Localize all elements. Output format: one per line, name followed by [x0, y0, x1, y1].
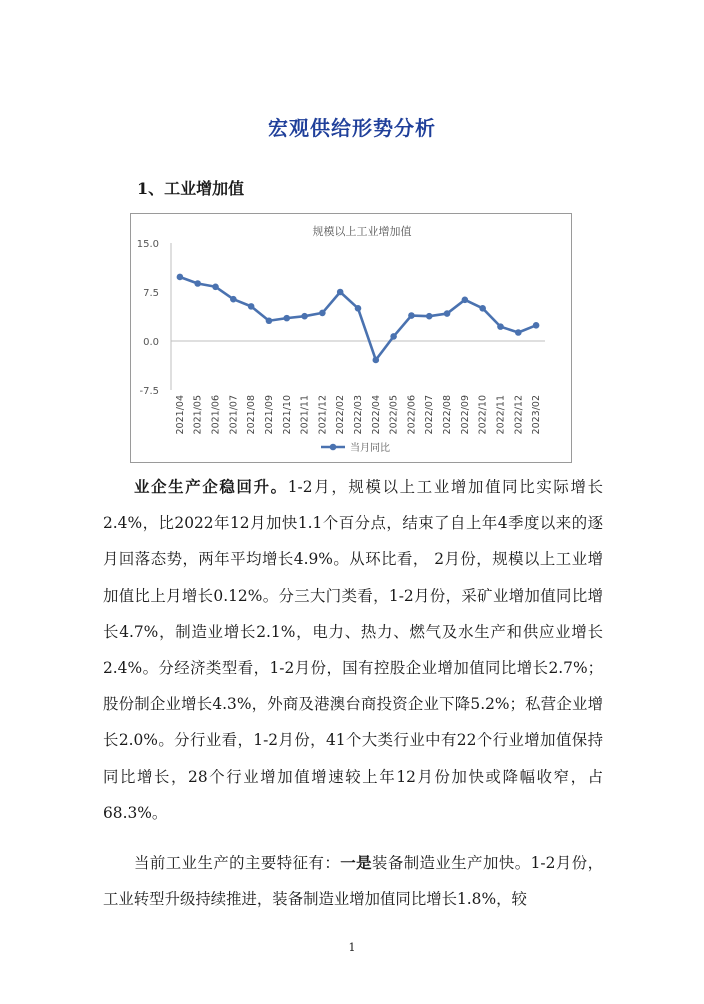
x-tick-label: 2022/11: [495, 395, 507, 435]
data-point: [462, 297, 469, 304]
chart-title: 规模以上工业增加值: [312, 225, 412, 238]
data-point: [319, 310, 326, 317]
paragraph-emphasis: 一是: [340, 854, 372, 872]
y-tick-label: -7.5: [139, 386, 159, 397]
y-tick-label: 0.0: [143, 337, 159, 348]
x-tick-label: 2022/05: [388, 395, 400, 435]
data-point: [301, 313, 308, 320]
data-point: [177, 274, 184, 281]
data-point: [390, 333, 397, 340]
page-title: 宏观供给形势分析: [268, 116, 436, 140]
data-point: [337, 289, 344, 296]
x-tick-label: 2022/02: [335, 395, 347, 435]
data-point: [194, 280, 201, 287]
series-line: [180, 277, 536, 360]
x-tick-label: 2022/07: [424, 395, 436, 435]
y-tick-label: 15.0: [136, 239, 159, 250]
page-number: 1: [348, 941, 356, 954]
data-point: [533, 322, 540, 329]
x-tick-label: 2022/10: [477, 395, 489, 435]
x-tick-label: 2021/06: [210, 395, 222, 435]
x-tick-label: 2021/09: [263, 395, 275, 435]
chart-canvas: [131, 214, 573, 464]
paragraph-industrial-output: [103, 469, 603, 831]
x-tick-label: 2021/10: [281, 395, 293, 435]
x-tick-label: 2021/05: [192, 395, 204, 435]
data-point: [497, 323, 504, 330]
data-point: [479, 305, 486, 312]
data-point: [355, 305, 362, 312]
line-chart: [130, 213, 572, 463]
data-point: [515, 329, 522, 336]
paragraph-features: [103, 845, 603, 917]
data-point: [283, 315, 290, 322]
x-tick-label: 2022/12: [513, 395, 525, 435]
x-tick-label: 2022/08: [442, 395, 454, 435]
x-tick-label: 2021/11: [299, 395, 311, 435]
x-tick-label: 2023/02: [531, 395, 543, 435]
data-point: [266, 317, 273, 324]
x-tick-label: 2022/03: [353, 395, 364, 435]
data-point: [212, 283, 219, 290]
x-tick-label: 2022/06: [406, 395, 418, 435]
paragraph-lead: 业企生产企稳回升。: [134, 478, 288, 496]
x-tick-label: 2022/09: [459, 395, 471, 435]
paragraph-body: 1-2月，规模以上工业增加值同比实际增长2.4%，比2022年12月加快1.1个百分点，结束了自上年4季度以来的逐月回落态势，两年平均增长4.9%。从环比看， 2月份，规模以上工业增加值比上月增长0.12%。分三大门类看，1-2月份，采矿业增加值同比增长4.7%，制造业增长2.1%，电力、热力、燃气及水生产和供应业增长2.4%。分经济类型看，1-2月份，国有控股企业增加值同比增长2.7%；股份制企业增长4.3%，外商及港澳台商投资企业下降5.2%；私营企业增长2.0%。分行业看，1-2月份，41个大类行业中有22个行业增加值保持同比增长，28个行业增加值增速较上年12月份加快或降幅收窄，占68.3%。: [103, 478, 603, 822]
x-tick-label: 2022/04: [370, 395, 382, 435]
legend-label: 当月同比: [350, 443, 390, 454]
data-point: [248, 303, 255, 310]
legend-marker: [330, 444, 337, 451]
x-tick-label: 2021/12: [317, 395, 329, 435]
data-point: [373, 357, 380, 364]
section-heading: 1、工业增加值: [137, 179, 245, 198]
paragraph-prefix: 当前工业生产的主要特征有：: [134, 854, 341, 872]
x-tick-label: 2021/08: [246, 395, 258, 435]
y-tick-label: 7.5: [143, 288, 159, 299]
x-tick-label: 2021/07: [228, 395, 240, 435]
x-tick-label: 2021/04: [174, 395, 186, 435]
paragraph-body: 装备制造业生产加快。1-2月份，工业转型升级持续推进，装备制造业增加值同比增长1.8%，较: [103, 854, 603, 909]
data-point: [426, 313, 433, 320]
data-point: [230, 296, 237, 303]
data-point: [444, 310, 451, 317]
data-point: [408, 312, 415, 319]
